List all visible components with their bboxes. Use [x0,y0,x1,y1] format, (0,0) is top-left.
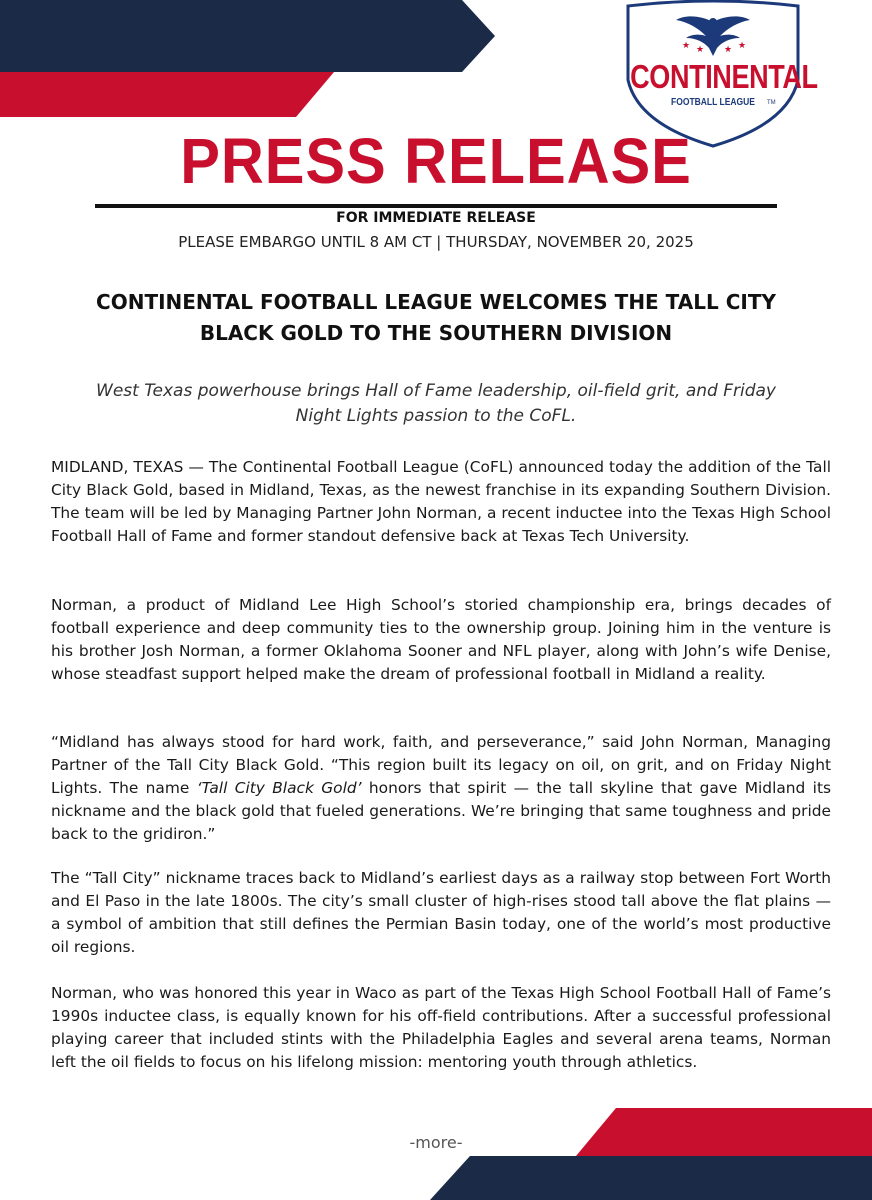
more-indicator: -more- [409,1133,463,1152]
body-paragraph-1: MIDLAND, TEXAS — The Continental Football League (CoFL) announced today the addition of the Tall City Black Gold, based in Midland, Texas, as the newest franchise in its expanding Southern Division. The team will be led by Managing Partner John Norman, a recent inductee into the Texas High School Football Hall of Fame and former standout defensive back at Texas Tech University. [51,458,831,545]
subheadline-line-1: West Texas powerhouse brings Hall of Fame leadership, oil-field grit, and Friday [96,381,776,401]
embargo-line: PLEASE EMBARGO UNTIL 8 AM CT | THURSDAY, NOVEMBER 20, 2025 [178,233,694,251]
headline [0,287,872,349]
header-divider [95,204,777,208]
logo-subtitle: FOOTBALL LEAGUE [671,97,755,108]
team-name-italic: ‘Tall City Black Gold’ [196,779,362,797]
svg-text:★: ★ [682,41,691,51]
top-navy-banner [0,0,495,72]
page-title: PRESS RELEASE [180,125,692,197]
quote-text-end: honors that spirit — the tall skyline that gave Midland its nickname and the black gold that fueled generations. We’re bringing that same toughness and pride back to the gridiron.” [51,779,831,843]
bottom-navy-banner [430,1156,872,1200]
body-paragraph-3 [51,731,831,846]
svg-text:★: ★ [696,45,705,55]
svg-text:★: ★ [738,41,747,51]
subheadline-line-2: Night Lights passion to the CoFL. [295,406,577,426]
body-paragraph-5: Norman, who was honored this year in Waco as part of the Texas High School Football Hall of Fame’s 1990s inductee class, is equally known for his off-field contributions. After a successful professional playing career that included stints with the Philadelphia Eagles and several arena teams, Norman left the oil fields to focus on his lifelong mission: mentoring youth through athletics. [51,984,831,1071]
logo-wordmark: CONTINENTAL [630,58,818,95]
svg-text:★: ★ [724,45,733,55]
headline-line-2: BLACK GOLD TO THE SOUTHERN DIVISION [199,321,673,345]
quote-text-start: “Midland has always stood for hard work, faith, and perseverance,” said John Norman, Managing Partner of the Tall City Black Gold. “This region built its legacy on oil, on grit, and on Friday Night Lights. The name [51,733,831,797]
subheadline [60,379,812,429]
release-label: FOR IMMEDIATE RELEASE [336,210,536,226]
top-red-banner [0,72,334,117]
body-paragraph-2: Norman, a product of Midland Lee High School’s storied championship era, brings decades of football experience and deep community ties to the ownership group. Joining him in the venture is his brother Josh Norman, a former Oklahoma Sooner and NFL player, along with John’s wife Denise, whose steadfast support helped make the dream of professional football in Midland a reality. [51,596,831,683]
logo-trademark: TM [767,100,776,106]
body-paragraph-4: The “Tall City” nickname traces back to Midland’s earliest days as a railway stop between Fort Worth and El Paso in the late 1800s. The city’s small cluster of high-rises stood tall above the flat plains — a symbol of ambition that still defines the Permian Basin today, one of the world’s most productive oil regions. [51,869,831,956]
headline-line-1: CONTINENTAL FOOTBALL LEAGUE WELCOMES THE TALL CITY [96,290,776,314]
